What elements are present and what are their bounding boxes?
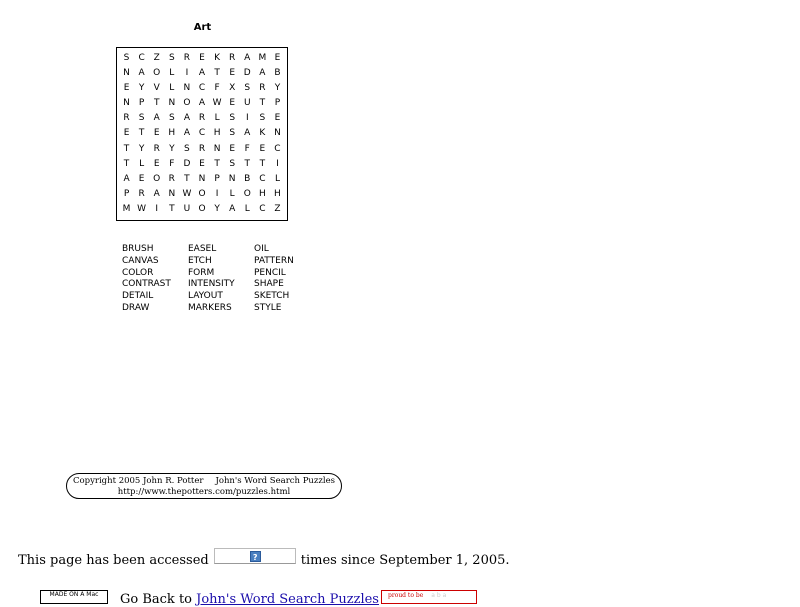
word-list-item: BRUSH (122, 244, 154, 254)
copyright-url: http://www.thepotters.com/puzzles.html (117, 486, 291, 497)
grid-letter: I (276, 158, 279, 169)
puzzle-title: Art (193, 22, 212, 33)
grid-letter: D (183, 158, 191, 169)
access-suffix: times since September 1, 2005. (300, 552, 510, 568)
word-list-item: EASEL (188, 244, 217, 254)
grid-letter: X (229, 83, 236, 94)
grid-letter: Y (169, 143, 175, 154)
grid-letter: P (138, 98, 145, 109)
grid-letter: T (184, 173, 190, 184)
grid-letter: R (153, 143, 160, 154)
grid-letter: F (244, 143, 250, 154)
grid-letter: S (184, 143, 190, 154)
grid-letter: F (214, 83, 220, 94)
grid-letter: S (229, 128, 236, 139)
grid-letter: L (274, 173, 280, 184)
grid-letter: L (169, 68, 175, 79)
access-counter-line (18, 552, 510, 568)
proud-badge-faint-text: a b a (431, 592, 447, 599)
grid-letter: M (122, 203, 131, 214)
grid-letter: T (214, 158, 220, 169)
grid-letter: A (259, 68, 266, 79)
grid-letter: A (244, 53, 251, 64)
grid-letter: C (198, 83, 206, 94)
grid-letter: R (229, 53, 236, 64)
grid-letter: P (214, 173, 220, 184)
word-list-item: INTENSITY (188, 279, 235, 290)
grid-letter: N (213, 143, 221, 154)
grid-letter: A (229, 203, 236, 214)
grid-letter: I (245, 113, 249, 124)
grid-letter: H (213, 128, 221, 139)
grid-letter: E (123, 83, 130, 94)
grid-letter: W (182, 188, 192, 199)
grid-letter: T (259, 158, 266, 169)
grid-letter: I (215, 188, 219, 199)
grid-letter: A (183, 128, 190, 139)
grid-letter: S (259, 113, 266, 124)
grid-letter: N (168, 98, 176, 109)
grid-letter: N (274, 128, 281, 139)
grid-letter: E (274, 113, 281, 124)
grid-letter: D (243, 68, 251, 79)
grid-letter: T (259, 98, 266, 109)
grid-letter: E (153, 158, 160, 169)
grid-letter: E (259, 143, 266, 154)
grid-letter: L (244, 203, 250, 214)
puzzles-site-name: John's Word Search Puzzles (215, 476, 335, 486)
grid-letter: R (259, 83, 266, 94)
grid-letter: U (243, 98, 251, 109)
grid-letter: P (123, 188, 130, 199)
grid-letter: T (123, 158, 130, 169)
grid-letter: H (168, 128, 176, 139)
grid-letter: E (123, 128, 130, 139)
grid-letter: S (168, 53, 175, 64)
grid-letter: N (183, 83, 191, 94)
grid-letter: C (274, 143, 281, 154)
grid-letter: N (198, 173, 206, 184)
go-back-prefix: Go Back to (120, 592, 192, 607)
grid-letter: O (243, 188, 251, 199)
grid-letter: O (183, 98, 191, 109)
grid-letter: R (138, 188, 145, 199)
word-list-item: ETCH (188, 255, 212, 266)
broken-image-icon: ? (250, 551, 261, 562)
grid-letter: A (153, 188, 160, 199)
grid-letter: I (155, 203, 159, 214)
grid-letter: N (123, 68, 130, 79)
grid-letter: O (153, 173, 161, 184)
word-list-item: CONTRAST (122, 279, 171, 290)
grid-letter: A (198, 68, 206, 79)
grid-letter: S (229, 158, 236, 169)
word-list-item: PATTERN (254, 255, 294, 266)
grid-letter: T (123, 143, 130, 154)
grid-letter: E (229, 98, 236, 109)
grid-letter: A (123, 173, 130, 184)
proud-badge[interactable] (381, 590, 477, 604)
grid-letter: E (274, 53, 281, 64)
grid-letter: T (153, 98, 160, 109)
grid-letter: L (214, 113, 220, 124)
word-list-item: SHAPE (254, 279, 284, 290)
grid-letter: E (138, 173, 145, 184)
grid-letter: C (259, 203, 266, 214)
grid-letter: E (199, 158, 205, 169)
grid-letter: A (183, 113, 190, 124)
word-list-item: LAYOUT (188, 291, 223, 302)
grid-letter: K (214, 53, 221, 64)
word-list-item: MARKERS (188, 302, 232, 313)
made-on-mac-badge[interactable]: MADE ON A Mac (40, 590, 108, 604)
grid-letter: Y (138, 83, 145, 94)
grid-letter: R (198, 113, 206, 124)
grid-letter: Y (214, 203, 220, 214)
grid-letter: R (168, 173, 175, 184)
grid-letter: H (274, 188, 281, 199)
grid-letter: T (214, 68, 220, 79)
grid-letter: E (229, 143, 236, 154)
grid-letter: K (259, 128, 266, 139)
grid-letter: S (138, 113, 145, 124)
grid-letter: F (169, 158, 175, 169)
grid-letter: M (258, 53, 267, 64)
grid-letter: N (123, 98, 130, 109)
grid-letter: C (198, 128, 206, 139)
grid-letter: O (198, 203, 206, 214)
grid-letter: B (274, 68, 281, 79)
grid-letter: E (199, 53, 205, 64)
word-list-item: DETAIL (122, 291, 154, 302)
puzzles-link[interactable]: John's Word Search Puzzles (196, 592, 379, 607)
grid-letter: P (274, 98, 281, 109)
grid-letter: N (228, 173, 236, 184)
grid-letter: T (169, 203, 175, 214)
grid-letter: A (198, 98, 206, 109)
word-list-item: STYLE (254, 302, 282, 313)
grid-letter: R (183, 53, 191, 64)
grid-letter: U (183, 203, 191, 214)
letter-grid (116, 47, 288, 221)
grid-letter: T (244, 158, 251, 169)
grid-letter: I (185, 68, 189, 79)
grid-letter: R (123, 113, 130, 124)
grid-letter: E (153, 128, 160, 139)
word-list-item: SKETCH (254, 291, 290, 302)
grid-letter: L (169, 83, 175, 94)
copyright-text: Copyright 2005 John R. Potter (73, 476, 204, 486)
grid-letter: T (138, 128, 145, 139)
word-list-item: PENCIL (254, 267, 286, 278)
grid-letter: S (229, 113, 236, 124)
access-prefix: This page has been accessed (18, 552, 209, 568)
grid-letter: Y (274, 83, 281, 94)
grid-letter: N (168, 188, 176, 199)
grid-letter: V (153, 83, 160, 94)
grid-letter: B (244, 173, 251, 184)
copyright-box (66, 473, 342, 499)
grid-letter: H (258, 188, 266, 199)
grid-letter: S (123, 53, 130, 64)
grid-letter: S (168, 113, 175, 124)
grid-letter: Z (153, 53, 160, 64)
proud-badge-text: proud to be (388, 592, 424, 599)
grid-letter: C (259, 173, 266, 184)
grid-letter: O (198, 188, 206, 199)
word-list (122, 244, 320, 315)
grid-letter: E (229, 68, 236, 79)
grid-letter: O (153, 68, 161, 79)
grid-letter: A (138, 68, 145, 79)
grid-letter: S (244, 83, 251, 94)
word-list-item: CANVAS (122, 255, 159, 266)
word-list-item: DRAW (122, 302, 150, 313)
grid-letter: A (153, 113, 160, 124)
grid-letter: W (137, 203, 147, 214)
word-list-item: FORM (188, 267, 215, 278)
grid-letter: W (212, 98, 222, 109)
grid-letter: Z (274, 203, 281, 214)
grid-letter: A (244, 128, 251, 139)
word-list-item: COLOR (122, 267, 154, 278)
word-list-item: OIL (254, 244, 269, 254)
grid-letter: L (139, 158, 145, 169)
grid-letter: C (138, 53, 145, 64)
hit-counter (214, 548, 296, 564)
grid-letter: Y (138, 143, 145, 154)
grid-letter: R (198, 143, 206, 154)
grid-letter: L (229, 188, 235, 199)
